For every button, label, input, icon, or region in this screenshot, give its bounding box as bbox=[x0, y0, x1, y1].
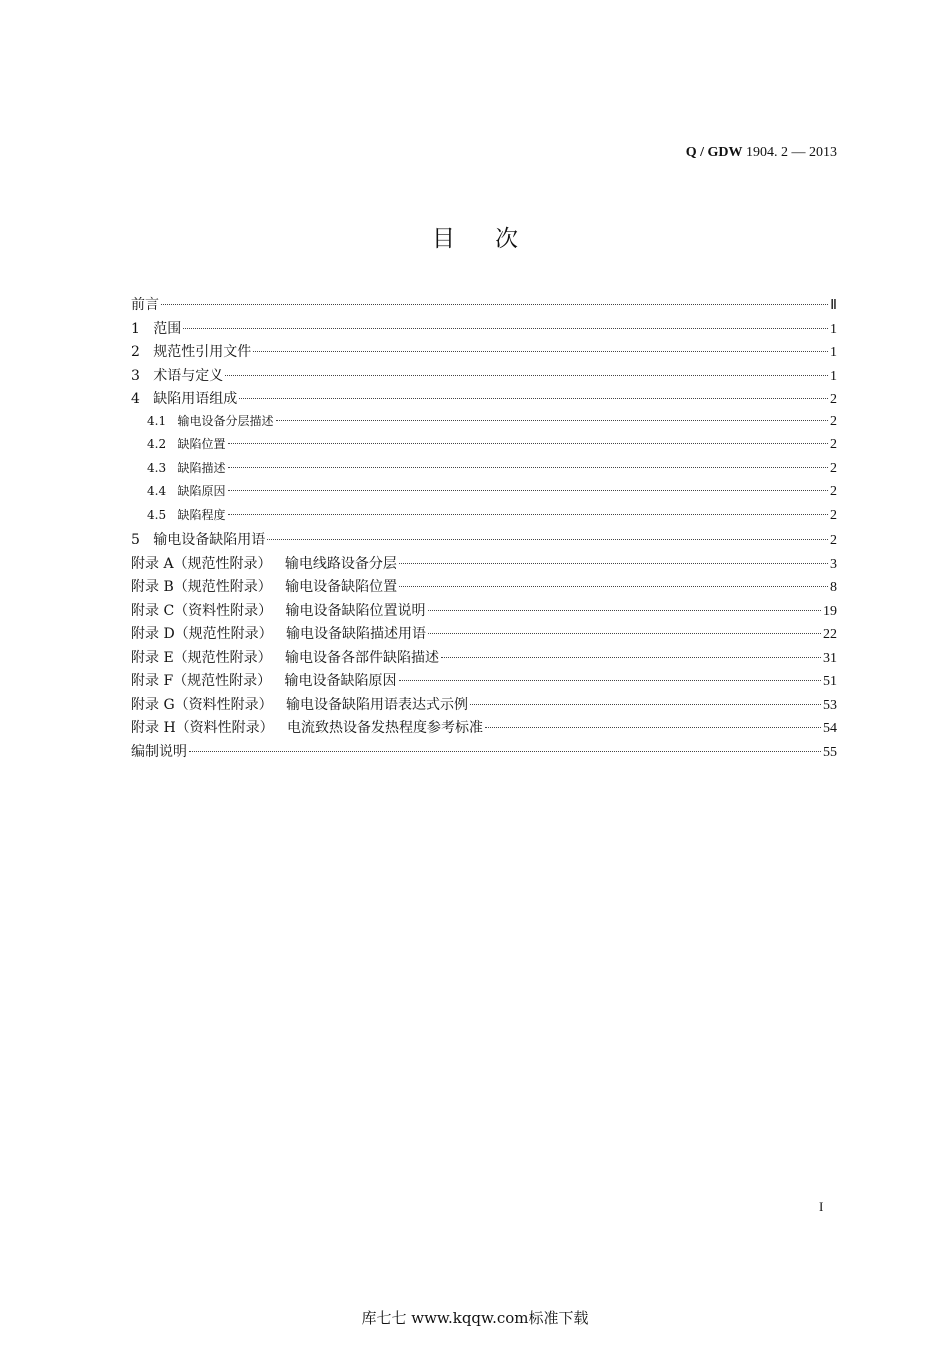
dot-leader bbox=[239, 398, 828, 399]
toc-entry[interactable] bbox=[131, 318, 837, 342]
dot-leader bbox=[228, 490, 828, 491]
toc-entry[interactable] bbox=[131, 623, 837, 647]
toc-entry[interactable] bbox=[131, 694, 837, 718]
toc-entry[interactable] bbox=[131, 647, 837, 671]
dot-leader bbox=[228, 467, 828, 468]
toc-entry[interactable] bbox=[131, 600, 837, 624]
toc-entry-label: 附录 A（规范性附录） 输电线路设备分层 bbox=[131, 555, 397, 572]
toc-entry[interactable] bbox=[131, 459, 837, 483]
toc-entry-label: 编制说明 bbox=[131, 743, 187, 760]
dot-leader bbox=[253, 351, 828, 352]
toc-entry-label: 4.5 缺陷程度 bbox=[147, 507, 226, 522]
dot-leader bbox=[228, 443, 828, 444]
toc-entry-page: 2 bbox=[830, 437, 837, 452]
dot-leader bbox=[161, 304, 828, 305]
toc-entry-page: 51 bbox=[823, 674, 837, 689]
toc-entry-label: 2 规范性引用文件 bbox=[131, 344, 252, 360]
toc-entry-page: 55 bbox=[823, 744, 837, 760]
toc-entry-page: 31 bbox=[823, 650, 837, 666]
toc-entry-label: 4.4 缺陷原因 bbox=[147, 484, 226, 498]
toc-entry-label: 4.1 输电设备分层描述 bbox=[147, 413, 274, 428]
toc-entry-page: 2 bbox=[830, 484, 837, 499]
dot-leader bbox=[441, 657, 821, 658]
page-number: I bbox=[819, 1199, 824, 1214]
toc-entry-page: 2 bbox=[830, 460, 837, 476]
toc-entry-page: 8 bbox=[830, 580, 837, 595]
toc-entry[interactable] bbox=[131, 294, 837, 318]
dot-leader bbox=[485, 727, 821, 728]
dot-leader bbox=[183, 328, 828, 329]
toc-entry[interactable] bbox=[131, 506, 837, 530]
toc-entry-page: 54 bbox=[823, 721, 837, 736]
toc-entry[interactable] bbox=[131, 412, 837, 436]
dot-leader bbox=[225, 375, 828, 376]
toc-entry-label: 4.2 缺陷位置 bbox=[147, 437, 226, 451]
toc-entry-page: 53 bbox=[823, 697, 837, 713]
toc-entry-label: 4.3 缺陷描述 bbox=[147, 460, 226, 475]
toc-entry-label: 3 术语与定义 bbox=[131, 367, 224, 384]
dot-leader bbox=[399, 586, 828, 587]
toc-entry[interactable] bbox=[131, 365, 837, 389]
toc-entry-label: 附录 H（资料性附录） 电流致热设备发热程度参考标准 bbox=[131, 720, 484, 736]
toc-entry[interactable] bbox=[131, 482, 837, 506]
toc-entry-page: 3 bbox=[830, 556, 837, 572]
toc-entry[interactable] bbox=[131, 576, 837, 600]
toc-entry-label: 5 输电设备缺陷用语 bbox=[131, 532, 266, 548]
toc-entry-label: 附录 F（规范性附录） 输电设备缺陷原因 bbox=[131, 673, 397, 689]
toc-entry[interactable] bbox=[131, 529, 837, 553]
dot-leader bbox=[399, 563, 828, 564]
dot-leader bbox=[428, 633, 821, 634]
toc-entry-page: 1 bbox=[830, 321, 837, 337]
page-title: 目次 bbox=[432, 226, 558, 252]
dot-leader bbox=[267, 539, 828, 540]
toc-entry-label: 附录 E（规范性附录） 输电设备各部件缺陷描述 bbox=[131, 649, 440, 666]
toc-entry-label: 4 缺陷用语组成 bbox=[131, 391, 238, 407]
toc-entry-page: 2 bbox=[830, 392, 837, 407]
footer-watermark: 库七七 www.kqqw.com标准下载 bbox=[361, 1309, 589, 1327]
toc-entry-page: 22 bbox=[823, 627, 837, 642]
toc-entry[interactable] bbox=[131, 553, 837, 577]
toc-entry-label: 附录 C（资料性附录） 输电设备缺陷位置说明 bbox=[131, 602, 426, 619]
toc-entry[interactable] bbox=[131, 717, 837, 741]
standard-code-prefix: Q / GDW bbox=[685, 145, 743, 160]
toc-entry-page: 2 bbox=[830, 413, 837, 429]
dot-leader bbox=[228, 514, 828, 515]
toc-entry-label: 附录 D（规范性附录） 输电设备缺陷描述用语 bbox=[131, 626, 427, 642]
dot-leader bbox=[399, 680, 821, 681]
toc-entry[interactable] bbox=[131, 435, 837, 459]
standard-code bbox=[686, 145, 837, 161]
toc-entry-page: 1 bbox=[830, 368, 837, 384]
toc-entry-label: 1 范围 bbox=[131, 320, 182, 337]
toc-entry-page: 2 bbox=[830, 507, 837, 523]
toc-entry-page: 19 bbox=[823, 603, 837, 619]
standard-code-number: 1904. 2 — 2013 bbox=[742, 145, 837, 160]
toc-entry[interactable] bbox=[131, 670, 837, 694]
toc-entry[interactable] bbox=[131, 388, 837, 412]
toc-entry-label: 附录 B（规范性附录） 输电设备缺陷位置 bbox=[131, 579, 398, 595]
toc-entry[interactable] bbox=[131, 341, 837, 365]
toc-entry-page: Ⅱ bbox=[830, 298, 837, 313]
toc-entry-label: 附录 G（资料性附录） 输电设备缺陷用语表达式示例 bbox=[131, 696, 468, 713]
toc-entry-page: 2 bbox=[830, 533, 837, 548]
dot-leader bbox=[276, 420, 828, 421]
toc-entry[interactable] bbox=[131, 741, 837, 765]
dot-leader bbox=[470, 704, 821, 705]
dot-leader bbox=[428, 610, 821, 611]
dot-leader bbox=[189, 751, 821, 752]
toc-entry-page: 1 bbox=[830, 345, 837, 360]
table-of-contents bbox=[131, 294, 837, 764]
toc-entry-label: 前言 bbox=[131, 297, 159, 313]
